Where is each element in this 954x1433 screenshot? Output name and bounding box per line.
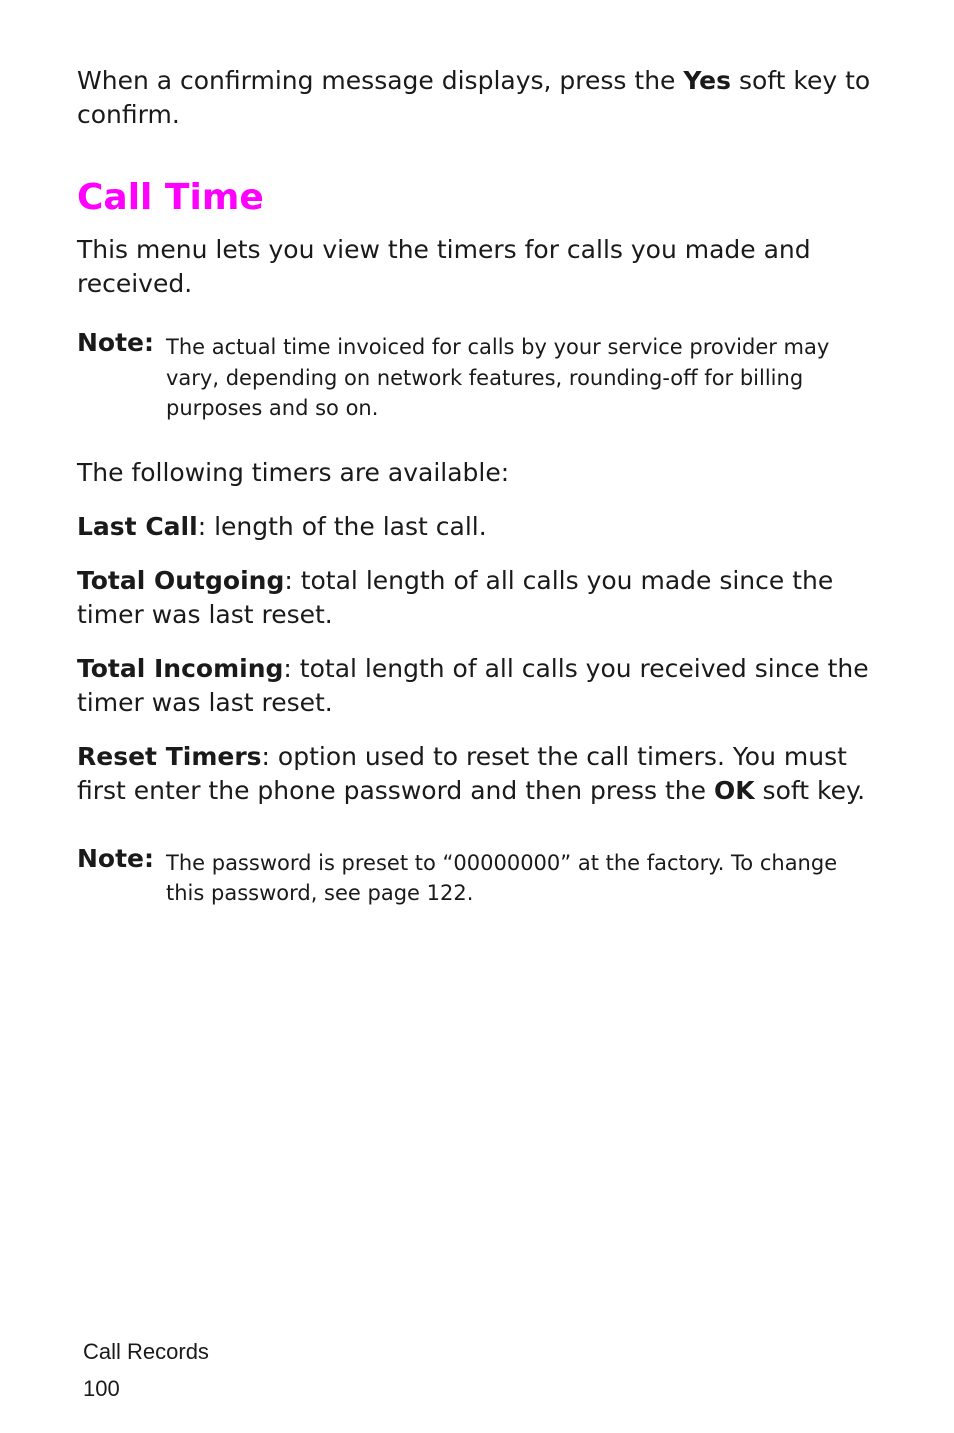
ok-key-label: OK (713, 775, 755, 805)
timer-term: Last Call (77, 511, 198, 541)
timer-description-end: soft key. (754, 775, 866, 805)
timer-item-last-call (77, 510, 877, 544)
page-number: 100 (83, 1376, 120, 1401)
note-text: The actual time invoiced for calls by your service provider may vary, depending on network features, rounding-off for billing purposes and so on. (166, 335, 830, 420)
timer-term: Reset Timers (77, 741, 262, 771)
page-content (77, 64, 877, 941)
timer-description: : option used to reset the call timers. You must first enter the phone password and then press the (77, 741, 847, 805)
note-block-1 (77, 328, 877, 424)
timers-intro: The following timers are available: (77, 457, 510, 487)
note-label: Note: (77, 843, 155, 873)
timer-item-total-incoming (77, 652, 877, 720)
note-label: Note: (77, 328, 155, 357)
timer-term: Total Incoming (77, 653, 284, 683)
timer-description: : total length of all calls you received since the timer was last reset. (77, 653, 869, 717)
timer-item-total-outgoing (77, 564, 877, 632)
timer-item-reset-timers (77, 740, 877, 808)
note-block-2 (77, 843, 877, 909)
intro-text-before: When a confirming message displays, press the (77, 66, 684, 95)
section-description: This menu lets you view the timers for calls you made and received. (77, 235, 811, 298)
section-title: Call Time (77, 177, 264, 218)
timer-term: Total Outgoing (77, 565, 285, 595)
chapter-name: Call Records (83, 1339, 209, 1364)
intro-paragraph (77, 64, 877, 132)
note-text: The password is preset to “00000000” at the factory. To change this password, see page 122. (166, 850, 838, 905)
page-footer (83, 1333, 209, 1407)
yes-key-label: Yes (683, 66, 732, 95)
intro-text-after: soft key to confirm. (77, 66, 871, 129)
timer-description: : length of the last call. (197, 511, 487, 541)
timer-description: : total length of all calls you made since the timer was last reset. (77, 565, 834, 629)
